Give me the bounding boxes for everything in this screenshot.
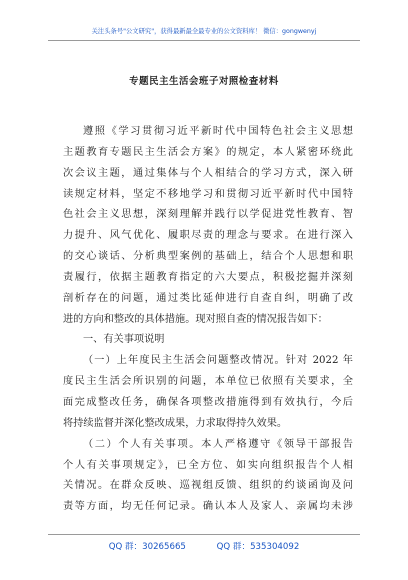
document-title: 专题民主生活会班子对照检查材料 bbox=[129, 76, 279, 87]
footer-divider bbox=[48, 534, 360, 535]
footer-qq-group-2: QQ 群：535304092 bbox=[216, 542, 300, 552]
document-body bbox=[63, 122, 353, 518]
body-line: 剖析存在的问题，通过类比延伸进行自查自纠，明确了改 bbox=[63, 292, 353, 304]
body-line: （一）上年度民主生活会问题整改情况。针对 2022 年 bbox=[83, 355, 353, 367]
body-line: 遵照《学习贯彻习近平新时代中国特色社会主义思想 bbox=[83, 126, 353, 137]
body-line: 关情况。在群众反映、巡视组反馈、组织的约谈函询及问 bbox=[63, 480, 353, 492]
body-line: 色社会主义思想，深刻理解并践行以学促进党性教育、智 bbox=[63, 209, 353, 221]
body-line: 面完成整改任务，确保各项整改措施得到有效执行，今后 bbox=[63, 396, 353, 408]
body-line: （二）个人有关事项。本人严格遵守《领导干部报告 bbox=[83, 438, 353, 450]
body-line: 责等方面，均无任何记录。确认本人及家人、亲属均未涉 bbox=[63, 501, 353, 513]
body-line: 主题教育专题民主生活会方案》的规定，本人紧密环绕此 bbox=[63, 146, 353, 158]
body-line: 次会议主题，通过集体与个人相结合的学习方式，深入研 bbox=[63, 167, 353, 179]
body-line: 度民主生活会所识别的问题，本单位已依照有关要求，全 bbox=[63, 376, 353, 388]
body-line: 责履行，依据主题教育指定的六大要点，积极挖掘并深刻 bbox=[63, 271, 353, 283]
body-line: 一、有关事项说明 bbox=[83, 334, 165, 346]
body-line: 读规定材料，坚定不移地学习和贯彻习近平新时代中国特 bbox=[63, 188, 353, 200]
body-line: 力提升、风气优化、履职尽责的理念与要求。在进行深入 bbox=[63, 230, 353, 242]
body-line: 的交心谈话、分析典型案例的基础上，结合个人思想和职 bbox=[63, 251, 353, 263]
header-divider bbox=[48, 40, 360, 41]
body-line: 将持续监督并深化整改成果，力求取得持久效果。 bbox=[63, 417, 288, 429]
body-line: 进的方向和整改的具体措施。现对照自查的情况报告如下： bbox=[63, 313, 328, 325]
footer-contact bbox=[0, 540, 408, 552]
header-banner: 关注头条号"公文研究"，获得最新最全最专业的公文资料库！ 微信：gongwenyj bbox=[91, 28, 317, 35]
body-line: 个人有关事项规定》，已全方位、如实向组织报告个人相 bbox=[63, 459, 353, 471]
footer-qq-group-1: QQ 群：30265665 bbox=[108, 542, 186, 552]
